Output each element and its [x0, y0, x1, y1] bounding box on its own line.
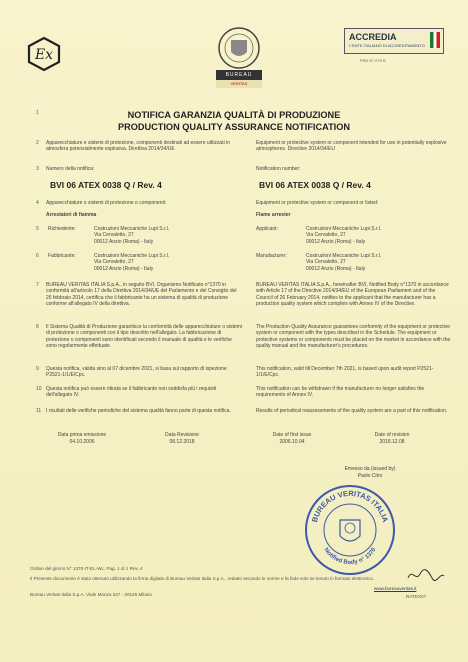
website-link[interactable]: www.bureauveritas.it [374, 586, 417, 591]
section11-it: I risultati delle verifiche periodiche del sistema qualità fanno parte di questa notifica. [46, 408, 231, 414]
section-number-11: 11 [36, 408, 42, 414]
date-value: 04.10.2006 [69, 439, 95, 445]
bv-brand-top: BUREAU [216, 70, 262, 80]
section10-it: Questa notifica può essere ritirata se il fabbricante non soddisfa più i requisiti dell'allegato IV. [46, 386, 217, 399]
notification-number-en: BVI 06 ATEX 0038 Q / Rev. 4 [259, 180, 371, 190]
date-value: 2006.10.04 [279, 439, 305, 445]
section11-en: Results of periodical reassessments of the quality system are a part of this notification. [256, 408, 448, 414]
section-number-1: 1 [36, 110, 39, 116]
address-line: Costruzioni Meccaniche Lupi S.r.l. [94, 253, 170, 259]
address-line: Via Cervaletto, 27 [94, 232, 134, 239]
section-number-4: 4 [36, 200, 39, 206]
ex-hexagon-icon [26, 36, 62, 72]
address-line: Via Cervaletto, 27 [306, 232, 346, 239]
date-label: Date of first issue [272, 432, 312, 438]
section-number-5: 5 [36, 226, 39, 232]
address-line: Costruzioni Meccaniche Lupi S.r.l. [306, 226, 382, 232]
section4-en-value: Flame arrester [256, 212, 291, 218]
section9-en: This notification, valid till December 7th 2021, is based upon audit report P2521-1/1/E/Cpc. [256, 366, 434, 379]
section4-it-value: Arrestatori di fiamma [46, 212, 97, 218]
section-number-3: 3 [36, 166, 39, 172]
manufacturer-label-it: Fabbricante: [48, 253, 76, 259]
section7-it: BUREAU VERITAS ITALIA S.p.A., in seguito BVI, Organismo Notificato n°1370 in conformità all'articolo 17 della Direttiva 2014/34/UE del Parlamento e del Consiglio del 26 febbraio 2014, certifica che il fabbricante ha un sistema di qualità di produzione conforme all'allegato IV della direttiva. [46, 282, 237, 308]
applicant-label-en: Applicant: [256, 226, 278, 232]
section8-en: The Production Quality Assurance guarantees conformity of the equipment or protective system or component with the types described in the Schedule. The equipment or protective systems or components must be placed on the market in accordance with the quality manual and the manufacturer's procedures. [256, 324, 451, 350]
section10-en: This notification can be withdrawn if the manufacturer no longer satisfies the requirements of Annex IV. [256, 386, 425, 399]
section9-it: Questa notifica, valida sino al 07 dicembre 2021, si basa sul rapporto di ispezione P2521-1/1/E/Cpc. [46, 366, 227, 379]
footer-line-1: Ordine del giorno N° 1370-IT-EL-Wc. Pag. 1 di 1 Rev. 4 [30, 566, 143, 571]
section-number-8: 8 [36, 324, 39, 330]
section2-it: Apparecchiature e sistemi di protezione, componenti destinati ad essere utilizzati in atmosfera potenzialmente esplosiva. Direttiva 2014/34/UE [46, 140, 230, 153]
svg-text:BUREAU VERITAS ITALIA [310, 489, 390, 524]
address-line: 00012 Anzio (Roma) - Italy [94, 265, 154, 272]
footer-line-3: Bureau Veritas Italia S.p.A. Viale Monza 347 - 20126 Milano [30, 592, 152, 597]
notification-number-it: BVI 06 ATEX 0038 Q / Rev. 4 [50, 180, 162, 190]
stamp-inner-text: Notified Body n° 1370 [322, 547, 378, 567]
address-line: 00012 Anzio (Roma) - Italy [306, 265, 366, 272]
applicant-address-en [306, 226, 381, 245]
section-number-2: 2 [36, 140, 39, 146]
section8-it: Il Sistema Qualità di Produzione garantisce la conformità delle apparecchiature o sistemi di protezione o componenti con il tipo descritto nell'allegato. La fabbricazione di protezione o componenti sono identificati secondo il manuale di qualità e le verifiche sono regolarmente effettuate. [46, 324, 242, 350]
address-line: Via Cervaletto, 27 [94, 259, 134, 266]
manufacturer-label-en: Manufacturer: [256, 253, 287, 259]
issued-by-label: Emesso da (issued by) [344, 466, 396, 472]
date-label: Date of revision [374, 432, 410, 438]
applicant-label-it: Richiedente: [48, 226, 76, 232]
date-label: Data prima emissione [57, 432, 107, 438]
date-revision-en [362, 432, 422, 446]
address-line: Via Cervaletto, 27 [306, 259, 346, 266]
bureau-veritas-stamp-icon [302, 482, 398, 578]
accredia-name: ACCREDIA [349, 32, 397, 42]
section3-en: Notification number: [256, 166, 301, 172]
section4-en: Equipment or protective system or component or listed: [256, 200, 379, 206]
italian-flag-icon [430, 32, 440, 48]
section-number-9: 9 [36, 366, 39, 372]
date-label: Data Revisione [165, 432, 199, 438]
bv-brand-bottom: VERITAS [216, 80, 262, 88]
section7-en: BUREAU VERITAS ITALIA S.p.A., hereinafter BVI, Notified Body n°1370 in accordance with Article 17 of the Directive 2014/34/EU of the European Parliament and of the Council of 26 February 2014, notifies to the applicant that the manufacturer has a production quality system which complies with Annex IV of the Directive. [256, 282, 449, 308]
section-number-10: 10 [36, 386, 42, 392]
accredia-ref: PRD N° 079 B [360, 58, 386, 63]
manufacturer-address-it [94, 253, 169, 272]
signatory-name: Paolo Citro [357, 473, 383, 479]
date-first-issue-it [52, 432, 112, 446]
applicant-address-it [94, 226, 169, 245]
title-english: PRODUCTION QUALITY ASSURANCE NOTIFICATION [117, 122, 351, 132]
accredia-logo [344, 28, 444, 54]
date-first-issue-en [262, 432, 322, 446]
date-revision-it [152, 432, 212, 446]
title-italian: NOTIFICA GARANZIA QUALITÀ DI PRODUZIONE [127, 110, 341, 120]
section-number-7: 7 [36, 282, 39, 288]
date-value: 08.12.2018 [169, 439, 195, 445]
manufacturer-address-en [306, 253, 381, 272]
address-line: Costruzioni Meccaniche Lupi S.r.l. [306, 253, 382, 259]
accredia-sub: L'ENTE ITALIANO DI ACCREDITAMENTO [349, 43, 425, 48]
section2-en: Equipment or protective system or component intended for use in potentially explosive atmospheres. Directive 2014/34/EU [256, 140, 447, 153]
address-line: 00012 Anzio (Roma) - Italy [94, 238, 154, 245]
section-number-6: 6 [36, 253, 39, 259]
address-line: 00012 Anzio (Roma) - Italy [306, 238, 366, 245]
address-line: Costruzioni Meccaniche Lupi S.r.l. [94, 226, 170, 232]
date-value: 2018.12.08 [379, 439, 405, 445]
ex-mark-text: Ex [34, 47, 54, 63]
document-code: RATEX07 [406, 594, 427, 599]
section4-it: Apparecchiature o sistemi di protezione o componenti: [46, 200, 167, 206]
stamp-outer-text: BUREAU VERITAS ITALIA [309, 488, 391, 524]
section3-it: Numero della notifica: [46, 166, 95, 172]
footer-line-2: Il Presente documento è stato ottenuto utilizzando la firma digitale di Bureau Veritas Italia S.p.A., redatto secondo le norme e fa fede solo se tenuto in formato elettronico. [30, 576, 375, 581]
issued-by [320, 466, 420, 480]
